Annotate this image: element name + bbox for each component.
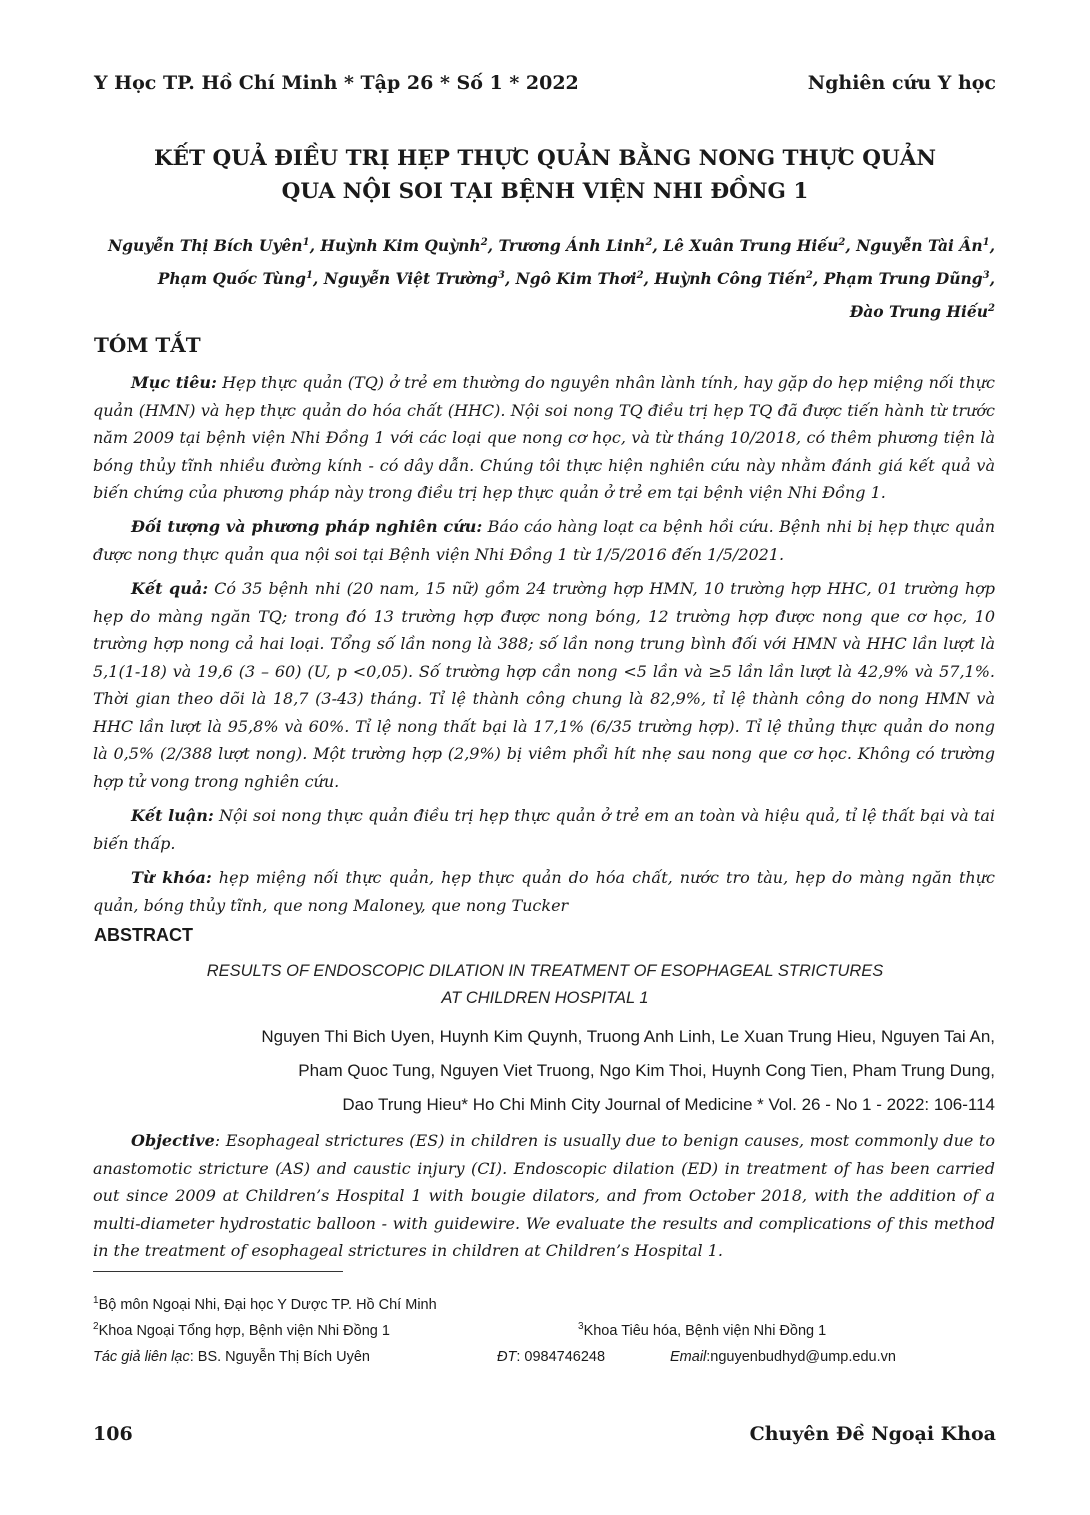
footnote-2-text: Khoa Ngoại Tổng hợp, Bệnh viện Nhi Đồng 1 [98,1323,390,1339]
summary-objective [93,369,995,507]
author-affiliation-marker: 2 [645,236,653,248]
author-en-line-3: Dao Trung Hieu* Ho Chi Minh City Journal of Medicine * Vol. 26 - No 1 - 2022: 106-114 [342,1095,995,1114]
abstract-heading: ABSTRACT [94,925,193,945]
summary-conclusion [93,802,995,857]
summary-methods [93,513,995,568]
footnote-3 [578,1323,826,1339]
author-en-line-1: Nguyen Thi Bich Uyen, Huynh Kim Quynh, Truong Anh Linh, Le Xuan Trung Hieu, Nguyen Tai An, [261,1027,995,1046]
summary-heading: TÓM TẮT [94,333,201,357]
author-name: Huỳnh Kim Quỳnh [320,236,481,255]
footnote-3-marker: 3 [578,1321,584,1333]
objective-text: Hẹp thực quản (TQ) ở trẻ em thường do nguyên nhân lành tính, hay gặp do hẹp miệng nối thực quản (HMN) và hẹp thực quản do hóa chất (HHC). Nội soi nong TQ điều trị hẹp TQ đã được tiến hành từ trước năm 2009 tại bệnh viện Nhi Đồng 1 với các loại que nong cơ học, và từ tháng 10/2018, có thêm phương tiện là bóng thủy tĩnh nhiều đường kính - có dây dẫn. Chúng tôi thực hiện nghiên cứu này nhằm đánh giá kết quả và biến chứng của phương pháp này trong điều trị hẹp thực quản ở trẻ em tại bệnh viện Nhi Đồng 1. [93,373,995,502]
author-affiliation-marker: 3 [497,269,505,281]
email-value: :nguyenbudhyd@ump.edu.vn [706,1349,896,1365]
author-name: Trương Ánh Linh [498,236,646,255]
footnote-2-marker: 2 [93,1321,99,1333]
footnote-3-text: Khoa Tiêu hóa, Bệnh viện Nhi Đồng 1 [583,1323,827,1339]
footnote-1 [93,1297,437,1313]
author-affiliation-marker: 1 [302,236,310,248]
section-header: Nghiên cứu Y học [807,72,996,94]
author-name: Phạm Quốc Tùng [157,269,306,288]
results-text: Có 35 bệnh nhi (20 nam, 15 nữ) gồm 24 trường hợp HMN, 10 trường hợp HHC, 01 trường hợp hẹp do màng ngăn TQ; trong đó 13 trường hợp được nong bóng, 12 trường hợp được nong que cơ học, 10 trường hợp nong cả hai loại. Tổng số lần nong là 388; số lần nong trung bình đối với HMN và HHC lần lượt là 5,1(1-18) và 19,6 (3 – 60) (U, p <0,05). Số trường hợp cần nong <5 lần và ≥5 lần lần lượt là 42,9% và 57,1%. Thời gian theo dõi là 18,7 (3-43) tháng. Tỉ lệ thành công chung là 82,9%, tỉ lệ thành công do nong HMN và HHC lần lượt là 95,8% và 60%. Tỉ lệ nong thất bại là 17,1% (6/35 trường hợp). Tỉ lệ thủng thực quản do nong là 0,5% (2/388 lượt nong). Một trường hợp (2,9%) bị viêm phổi hít nhẹ sau nong que cơ học. Không có trường hợp tử vong trong nghiên cứu. [93,579,996,791]
objective-label: Mục tiêu: [131,373,217,392]
author-name: Nguyễn Việt Trường [323,269,498,288]
author-name: Lê Xuân Trung Hiếu [663,236,839,255]
email-label: Email [670,1349,707,1365]
results-label: Kết quả: [131,579,209,598]
phone-value: : 0984746248 [516,1349,606,1365]
author-name: Ngô Kim Thơi [515,269,637,288]
journal-header: Y Học TP. Hồ Chí Minh * Tập 26 * Số 1 * 2022 [94,72,579,94]
conclusion-text: Nội soi nong thực quản điều trị hẹp thực quản ở trẻ em an toàn và hiệu quả, tỉ lệ thất bại và tai biến thấp. [93,806,996,853]
keywords-label: Từ khóa: [131,868,212,887]
contact-email [670,1349,896,1365]
methods-text: Báo cáo hàng loạt ca bệnh hồi cứu. Bệnh nhi bị hẹp thực quản được nong thực quản qua nội soi tại Bệnh viện Nhi Đồng 1 từ 1/5/2016 đến 1/5/2021. [93,517,995,564]
abstract-title-line-2: AT CHILDREN HOSPITAL 1 [441,989,649,1007]
footnote-2 [93,1323,390,1339]
author-affiliation-marker: 2 [988,302,995,314]
author-name: Nguyễn Thị Bích Uyên [107,236,303,255]
summary-keywords [93,864,995,919]
author-affiliation-marker: 2 [480,236,488,248]
author-affiliation-marker: 2 [838,236,846,248]
author-affiliation-marker: 2 [805,269,813,281]
author-vi-line-2: Phạm Quốc Tùng$^1$, Nguyễn Việt Trường$^3$, Ngô Kim Thơi$^2$, Huỳnh Công Tiến$^2$, Phạm Trung Dũng$^3$, [157,269,995,288]
title-line-1: KẾT QUẢ ĐIỀU TRỊ HẸP THỰC QUẢN BẰNG NONG THỰC QUẢN [153,146,937,171]
author-list-en [55,1020,995,1122]
contact-name: : BS. Nguyễn Thị Bích Uyên [189,1349,370,1365]
contact-author [93,1349,370,1365]
author-vi-line-3 [75,295,995,328]
summary-results [93,575,995,795]
author-vi-line-1: Nguyễn Thị Bích Uyên$^1$, Huỳnh Kim Quỳnh$^2$, Trương Ánh Linh$^2$, Lê Xuân Trung Hiếu$^2$, Nguyễn Tài $Ân^1$, [107,236,995,255]
footnote-divider [93,1271,343,1272]
footer-section: Chuyên Đề Ngoại Khoa [749,1423,996,1445]
abstract-title [120,958,970,1012]
methods-label: Đối tượng và phương pháp nghiên cứu: [131,517,483,536]
author-affiliation-marker: 3 [982,269,990,281]
author-name: Phạm Trung Dũng [823,269,983,288]
article-title [90,142,1000,208]
abstract-title-line-1: RESULTS OF ENDOSCOPIC DILATION IN TREATMENT OF ESOPHAGEAL STRICTURES [206,962,884,980]
title-line-2: QUA NỘI SOI TẠI BỆNH VIỆN NHI ĐỒNG 1 [281,179,809,204]
author-name: Huỳnh Công Tiến [654,269,806,288]
author-affiliation-marker: 2 [636,269,644,281]
author-affiliation-marker: 1 [305,269,313,281]
abstract-objective [93,1127,995,1265]
phone-label: ĐT [497,1349,517,1365]
conclusion-label: Kết luận: [131,806,214,825]
abstract-objective-text: : Esophageal strictures (ES) in children is usually due to benign causes, most commonly due to anastomotic stricture (AS) and caustic injury (CI). Endoscopic dilation (ED) in treatment of has been carried out since 2009 at Children’s Hospital 1 with bougie dilators, and from October 2018, with the addition of a multi-diameter hydrostatic balloon - with guidewire. We evaluate the results and complications of this method in the treatment of esophageal strictures in children at Children’s Hospital 1. [93,1131,995,1260]
page-number: 106 [93,1423,133,1445]
author-en-line-2: Pham Quoc Tung, Nguyen Viet Truong, Ngo Kim Thoi, Huynh Cong Tien, Pham Trung Dung, [298,1061,995,1080]
author-list-vi [75,229,995,328]
footnote-1-text: Bộ môn Ngoại Nhi, Đại học Y Dược TP. Hồ Chí Minh [98,1297,437,1313]
footnote-1-marker: 1 [93,1295,99,1307]
abstract-objective-label: Objective [131,1131,215,1150]
author-name: Đào Trung Hiếu [849,302,989,321]
contact-label: Tác giả liên lạc [93,1349,190,1365]
author-name: Nguyễn Tài Ân [856,236,983,255]
author-affiliation-marker: 1 [982,236,990,248]
contact-phone [497,1349,605,1365]
keywords-text: hẹp miệng nối thực quản, hẹp thực quản do hóa chất, nước tro tàu, hẹp do màng ngăn thực quản, bóng thủy tĩnh, que nong Maloney, que nong Tucker [93,868,995,915]
